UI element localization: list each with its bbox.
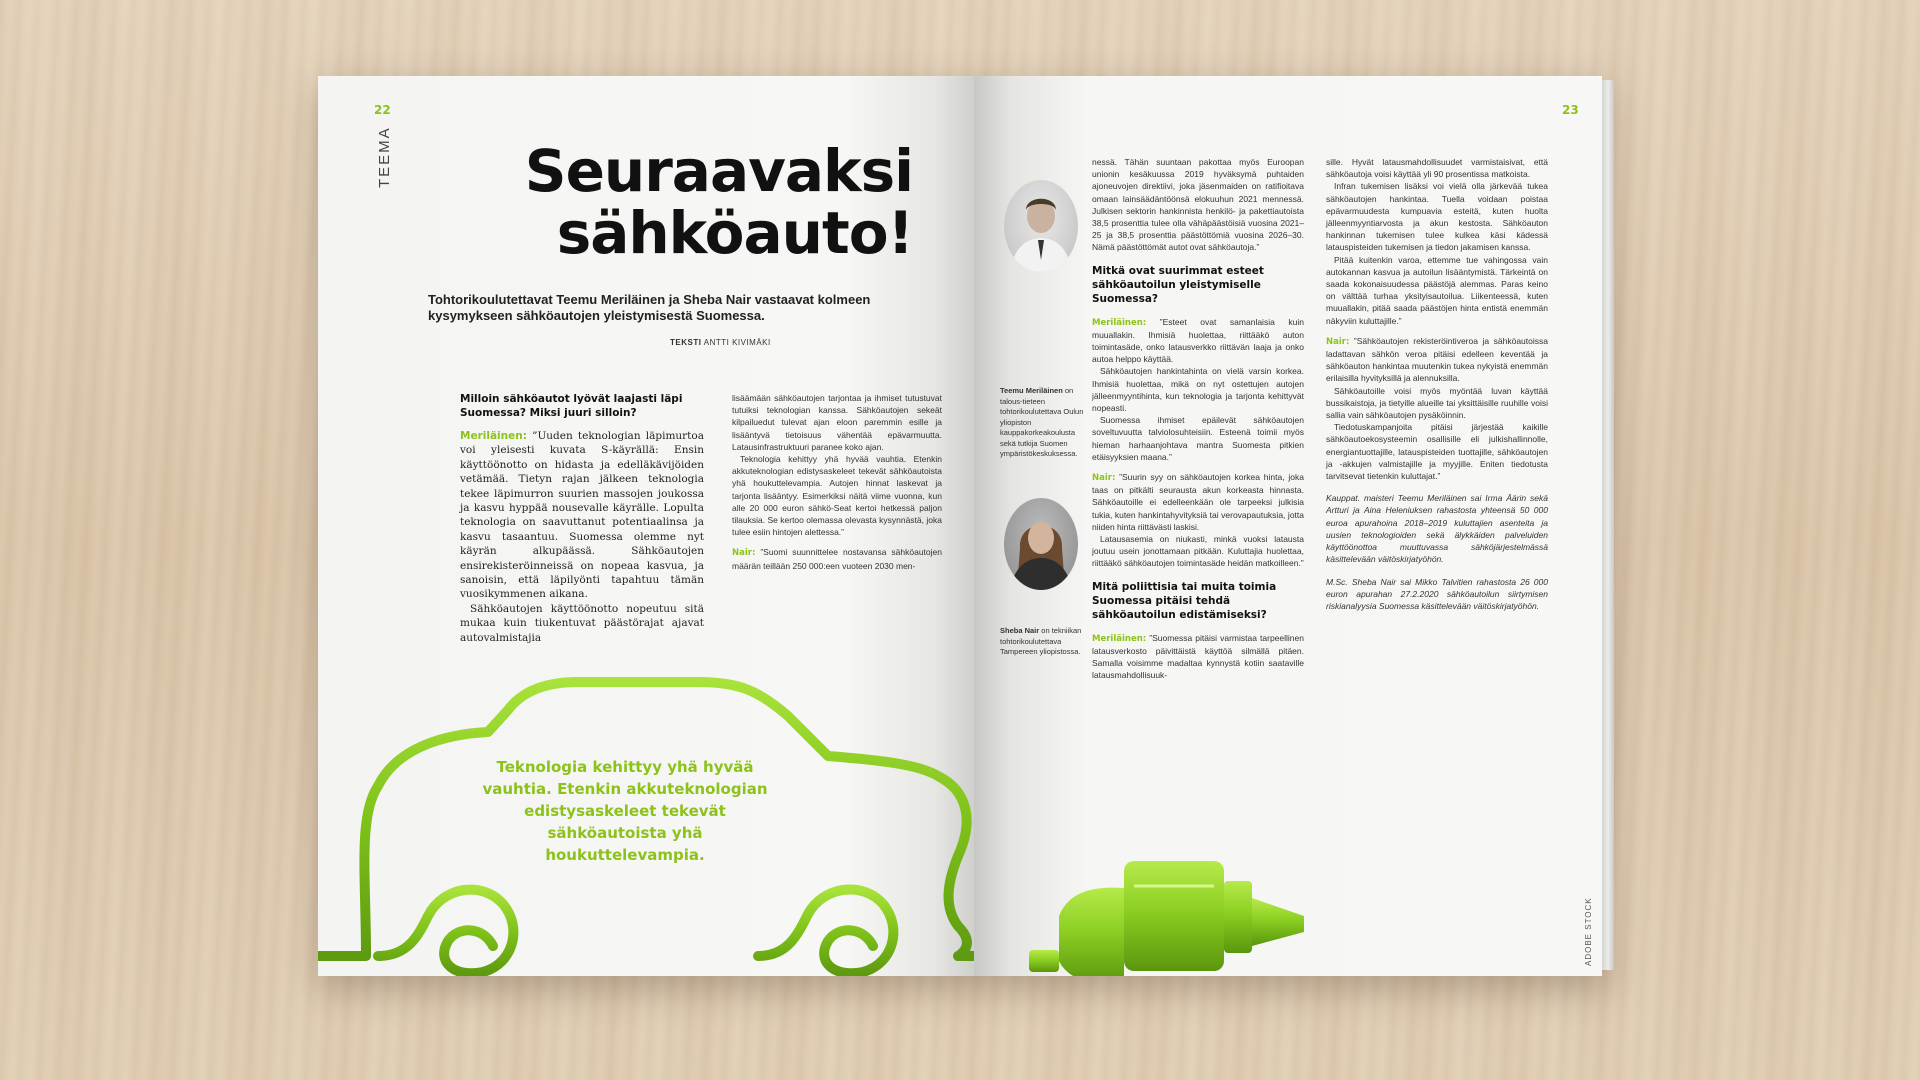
page-stack-edge (1602, 80, 1614, 970)
right-col2-body (1326, 156, 1548, 612)
caption-1-name: Teemu Meriläinen (1000, 386, 1063, 395)
left-col2-paragraph-3 (732, 546, 942, 571)
section-label: TEEMA (376, 126, 393, 188)
caption-2-name: Sheba Nair (1000, 626, 1040, 635)
speaker-nair: Nair: (1092, 473, 1116, 484)
headline (378, 137, 913, 267)
question-1: Milloin sähköautot lyövät laajasti läpi Suomessa? Miksi juuri silloin? (460, 393, 683, 419)
photo-credit: ADOBE STOCK (1584, 897, 1593, 966)
right-col2-text-4: ”Sähköautojen rekisteröintiveroa ja sähköautoissa ladattavan sähkön veroa pitäisi edelleen keventää ja sähköauton hankintaa muutenkin tukea nykyistä enemmän erilaisilla hyvityksillä ja alennuksilla. (1326, 335, 1548, 384)
power-plug-icon (974, 856, 1602, 976)
left-col1-paragraph-2: Sähköautojen käyttöönotto nopeutuu sitä mukaa kuin tiukentuvat päästörajat ajavat autovalmistajia (460, 602, 704, 644)
right-col1-paragraph-7 (1092, 632, 1304, 682)
left-col2-paragraph-2: Teknologia kehittyy yhä hyvää vauhtia. Etenkin akkuteknologian edistysaskeleet tekevät sähköautoista yhä houkuttelevampia. Autojen hinnat laskevat ja tarjonta lisääntyy. Esimerkiksi näitä viime vuonna, kun alle 20 000 euron sähkö-Seat kertoi hetkessä paljon tilauksia. Se kertoo olemassa olevasta kysynnästä, joka tulee esiin hintojen alettessa.” (732, 454, 942, 538)
funding-note-1: Kauppat. maisteri Teemu Meriläinen sai Irma Äärin sekä Artturi ja Aina Heleniuksen rahastosta yhteensä 50 000 euroa apurahoina 2018–2019 kuluttajien asenteita ja uusien teknologioiden sekä älykkäiden palveluiden käyttöönottoa muuttuvassa sähköjärjestelmässä käsittelevään väitöskirjatyöhön. (1326, 493, 1548, 565)
question-3: Mitä poliittisia tai muita toimia Suomessa pitäisi tehdä sähköautoilun edistämiseksi? (1092, 580, 1277, 621)
lead-paragraph: Tohtorikoulutettavat Teemu Meriläinen ja Sheba Nair vastaavat kolmeen kysymykseen sähköautojen yleistymisestä Suomessa. (428, 292, 871, 323)
right-col1-text-7: ”Suomessa pitäisi varmistaa tarpeellinen latausverkosto päivittäistä käyttöä silmällä pitäen. Samalla voisimme madaltaa kynnystä kotiin saataville latausmahdollisuuk- (1092, 632, 1304, 681)
speaker-merilainen: Meriläinen: (1092, 633, 1147, 644)
right-page (974, 76, 1602, 976)
page-number-right: 23 (1562, 103, 1579, 117)
right-col1-paragraph-5 (1092, 471, 1304, 533)
left-column-1 (460, 392, 704, 645)
portrait-nair (1004, 498, 1078, 590)
byline-label: TEKSTI (670, 338, 702, 347)
right-col1-body (1092, 156, 1304, 254)
right-col2-paragraph-4 (1326, 335, 1548, 385)
speaker-nair: Nair: (732, 548, 756, 559)
byline-name: ANTTI KIVIMÄKI (703, 338, 771, 347)
right-col1-paragraph-2 (1092, 316, 1304, 366)
speaker-merilainen: Meriläinen: (1092, 317, 1147, 328)
funding-note-2: M.Sc. Sheba Nair sai Mikko Talvitien rahastosta 26 000 euron apurahan 27.2.2020 sähköautoilun siirtymisen riskianalyysia Suomessa käsittelevään väitöskirjatyöhön. (1326, 576, 1548, 611)
person-icon (1004, 180, 1078, 272)
left-col1-body (460, 429, 704, 645)
right-col2-paragraph-3: Pitää kuitenkin varoa, ettemme tue vahingossa vain autokannan kasvua ja autoilun lisääntymistä. Tärkeintä on saada kokonaisuudessa päästöjä alemmas. Paras keino on välttää turhaa yksityisautoilua. Liikenteessä, kuten muuallakin, pitää saada päästöjen hinta entistä enemmän näkyviin kuluttajille.” (1326, 254, 1548, 326)
caption-merilainen (1000, 386, 1090, 460)
page-number-left: 22 (374, 103, 391, 117)
left-column-2 (732, 392, 942, 572)
question-2: Mitkä ovat suurimmat esteet sähköautoilun yleistymiselle Suomessa? (1092, 264, 1264, 305)
right-col1-paragraph-6: Latausasemia on niukasti, minkä vuoksi latausta joutuu usein jonottamaan pitkään. Kuluttajia huolettaa, riittääkö sähköautojen toimintasäde heidän matkoilleen.” (1092, 534, 1304, 569)
right-col2-paragraph-1: sille. Hyvät latausmahdollisuudet varmistaisivat, että sähköautoja voisi käyttää yli 90 prosentissa matkoista. (1326, 157, 1548, 180)
right-column-2 (1326, 156, 1548, 612)
right-col2-paragraph-5: Sähköautoille voisi myös myöntää luvan käyttää bussikaistoja, ja tietyille alueille tai yksittäisille ruuhille voisi sallia vain sähköautojen pysäköinnin. (1326, 385, 1548, 421)
left-col1-text-1: ”Uuden teknologian läpimurtoa voi yleisesti kuvata S-käyrällä: Ensin käyttöönotto on hidasta ja edelläkävijöiden vetämää. Tietyn rajan jälkeen teknologia tekee läpimurron suurien massojen joukossa ja kasvu hyppää nousevalle käyrälle. Lopulta teknologia on saavuttanut potentiaalinsa ja kasvu tasaantuu. Suomessa olemme nyt käyrän alkupäässä. Sähköautojen ensirekisteröinneissä on nopeaa kasvua, ja sanoisin, että läpilyönti tapahtuu tämän vuosikymmenen aikana. (460, 430, 704, 601)
caption-nair (1000, 626, 1090, 658)
left-col2-body (732, 392, 942, 572)
byline (670, 338, 920, 347)
left-col1-paragraph-1 (460, 429, 704, 602)
caption-2-text: on tekniikan tohtorikoulutettava Tampereen yliopistossa. (1000, 626, 1082, 656)
headline-line-2: sähköauto! (556, 199, 913, 267)
pull-quote: Teknologia kehittyy yhä hyvää vauhtia. Etenkin akkuteknologian edistysaskeleet tekevät sähköautoista yhä houkuttelevampia. (482, 758, 768, 864)
right-col1-body-3 (1092, 632, 1304, 682)
left-col2-paragraph-1: lisäämään sähköautojen tarjontaa ja ihmiset tutustuvat tutuiksi teknologian kanssa. Sähköautojen sekeät kilpailuedut tulevat ajan eloon paremmin esille ja lisääntyvä tietoisuus vähentää epävarmuutta. Latausinfrastruktuuri paranee koko ajan. (732, 393, 942, 452)
right-column-1 (1092, 156, 1304, 682)
speaker-nair: Nair: (1326, 336, 1350, 347)
right-col1-text-2: ”Esteet ovat samanlaisia kuin muuallakin. Ihmisiä huolettaa, riittääkö auton toimintasäde, onko latausverkko riittävän laaja ja onko autoa helppo käyttää. (1092, 316, 1304, 365)
right-col2-paragraph-2: Infran tukemisen lisäksi voi vielä olla järkevää tukea sähköautojen hankintaa. Tuella voidaan poistaa epävarmuudesta kumpuavia esteitä, kuten huolta jälleenmyyntiarvosta ja akun kestosta. Sähköauton hankinnan tukemisen tulee kulkea käsi kädessä latauspisteiden tukemisen ja tiedon jakamisen kanssa. (1326, 181, 1548, 253)
headline-line-1: Seuraavaksi (524, 137, 913, 205)
right-col1-text-5: ”Suurin syy on sähköautojen korkea hinta, joka taas on pitkälti seurausta akun korkeasta hinnasta. Sähköautoille ei edelleenkään ole tarpeeksi julkisia tukia, kuten hankintahyvityksiä tai verovapautuksia, jotta niiden hinta riittävästi laskisi. (1092, 472, 1304, 532)
right-col1-paragraph-1: nessä. Tähän suuntaan pakottaa myös Euroopan unionin kesäkuussa 2019 hyväksymä puhtaiden ajoneuvojen direktiivi, joka jäsenmaiden on ratifioitava omaan lainsäädäntöönsä elokuuhun 2021 mennessä. Julkisen sektorin hankinnista henkilö- ja pakettiautoista 38,5 prosenttia tulee olla vähäpäästöisiä vuosina 2021–25 ja 38,5 prosenttia päästöttömiä vuosina 2026–30. Nämä päästöttömät autot ovat sähköautoja.” (1092, 157, 1304, 253)
right-col1-paragraph-4: Suomessa ihmiset epäilevät sähköautojen soveltuvuutta talviolosuhteisiin. Esteenä toimii myös hieman harhaanjohtava mantra Suomesta pitkien etäisyyksien maana.” (1092, 415, 1304, 462)
left-page (318, 76, 974, 976)
speaker-merilainen: Meriläinen: (460, 430, 527, 442)
caption-1-text: on talous-tieteen tohtorikoulutettava Oulun yliopiston kauppakorkeakoulusta sekä tutkija Suomen ympäristökeskuksessa. (1000, 386, 1084, 458)
right-col1-paragraph-3: Sähköautojen hankintahinta on vielä varsin korkea. Ihmisiä huolettaa, mikä on nyt ostettujen autojen jälleenmyyntihinta, kun teknologia ja tarjonta kehittyvät nopeasti. (1092, 366, 1304, 414)
right-col2-paragraph-6: Tiedotuskampanjoita pitäisi järjestää kaikille sähköautoekosysteemin osallisille eli julkishallinnolle, energiantuottajille, latauspisteiden tuottajille, sähköautojen ja -akkujen valmistajille ja myyjille. Eniten tiedotusta tarvitsevat tietenkin kuluttajat.” (1326, 422, 1548, 482)
right-col1-body-2 (1092, 316, 1304, 570)
portrait-merilainen (1004, 180, 1078, 272)
person-icon (1004, 498, 1078, 590)
left-col2-text-3: ”Suomi suunnittelee nostavansa sähköautojen määrän teillään 250 000:een vuoteen 2030 men- (732, 547, 942, 571)
